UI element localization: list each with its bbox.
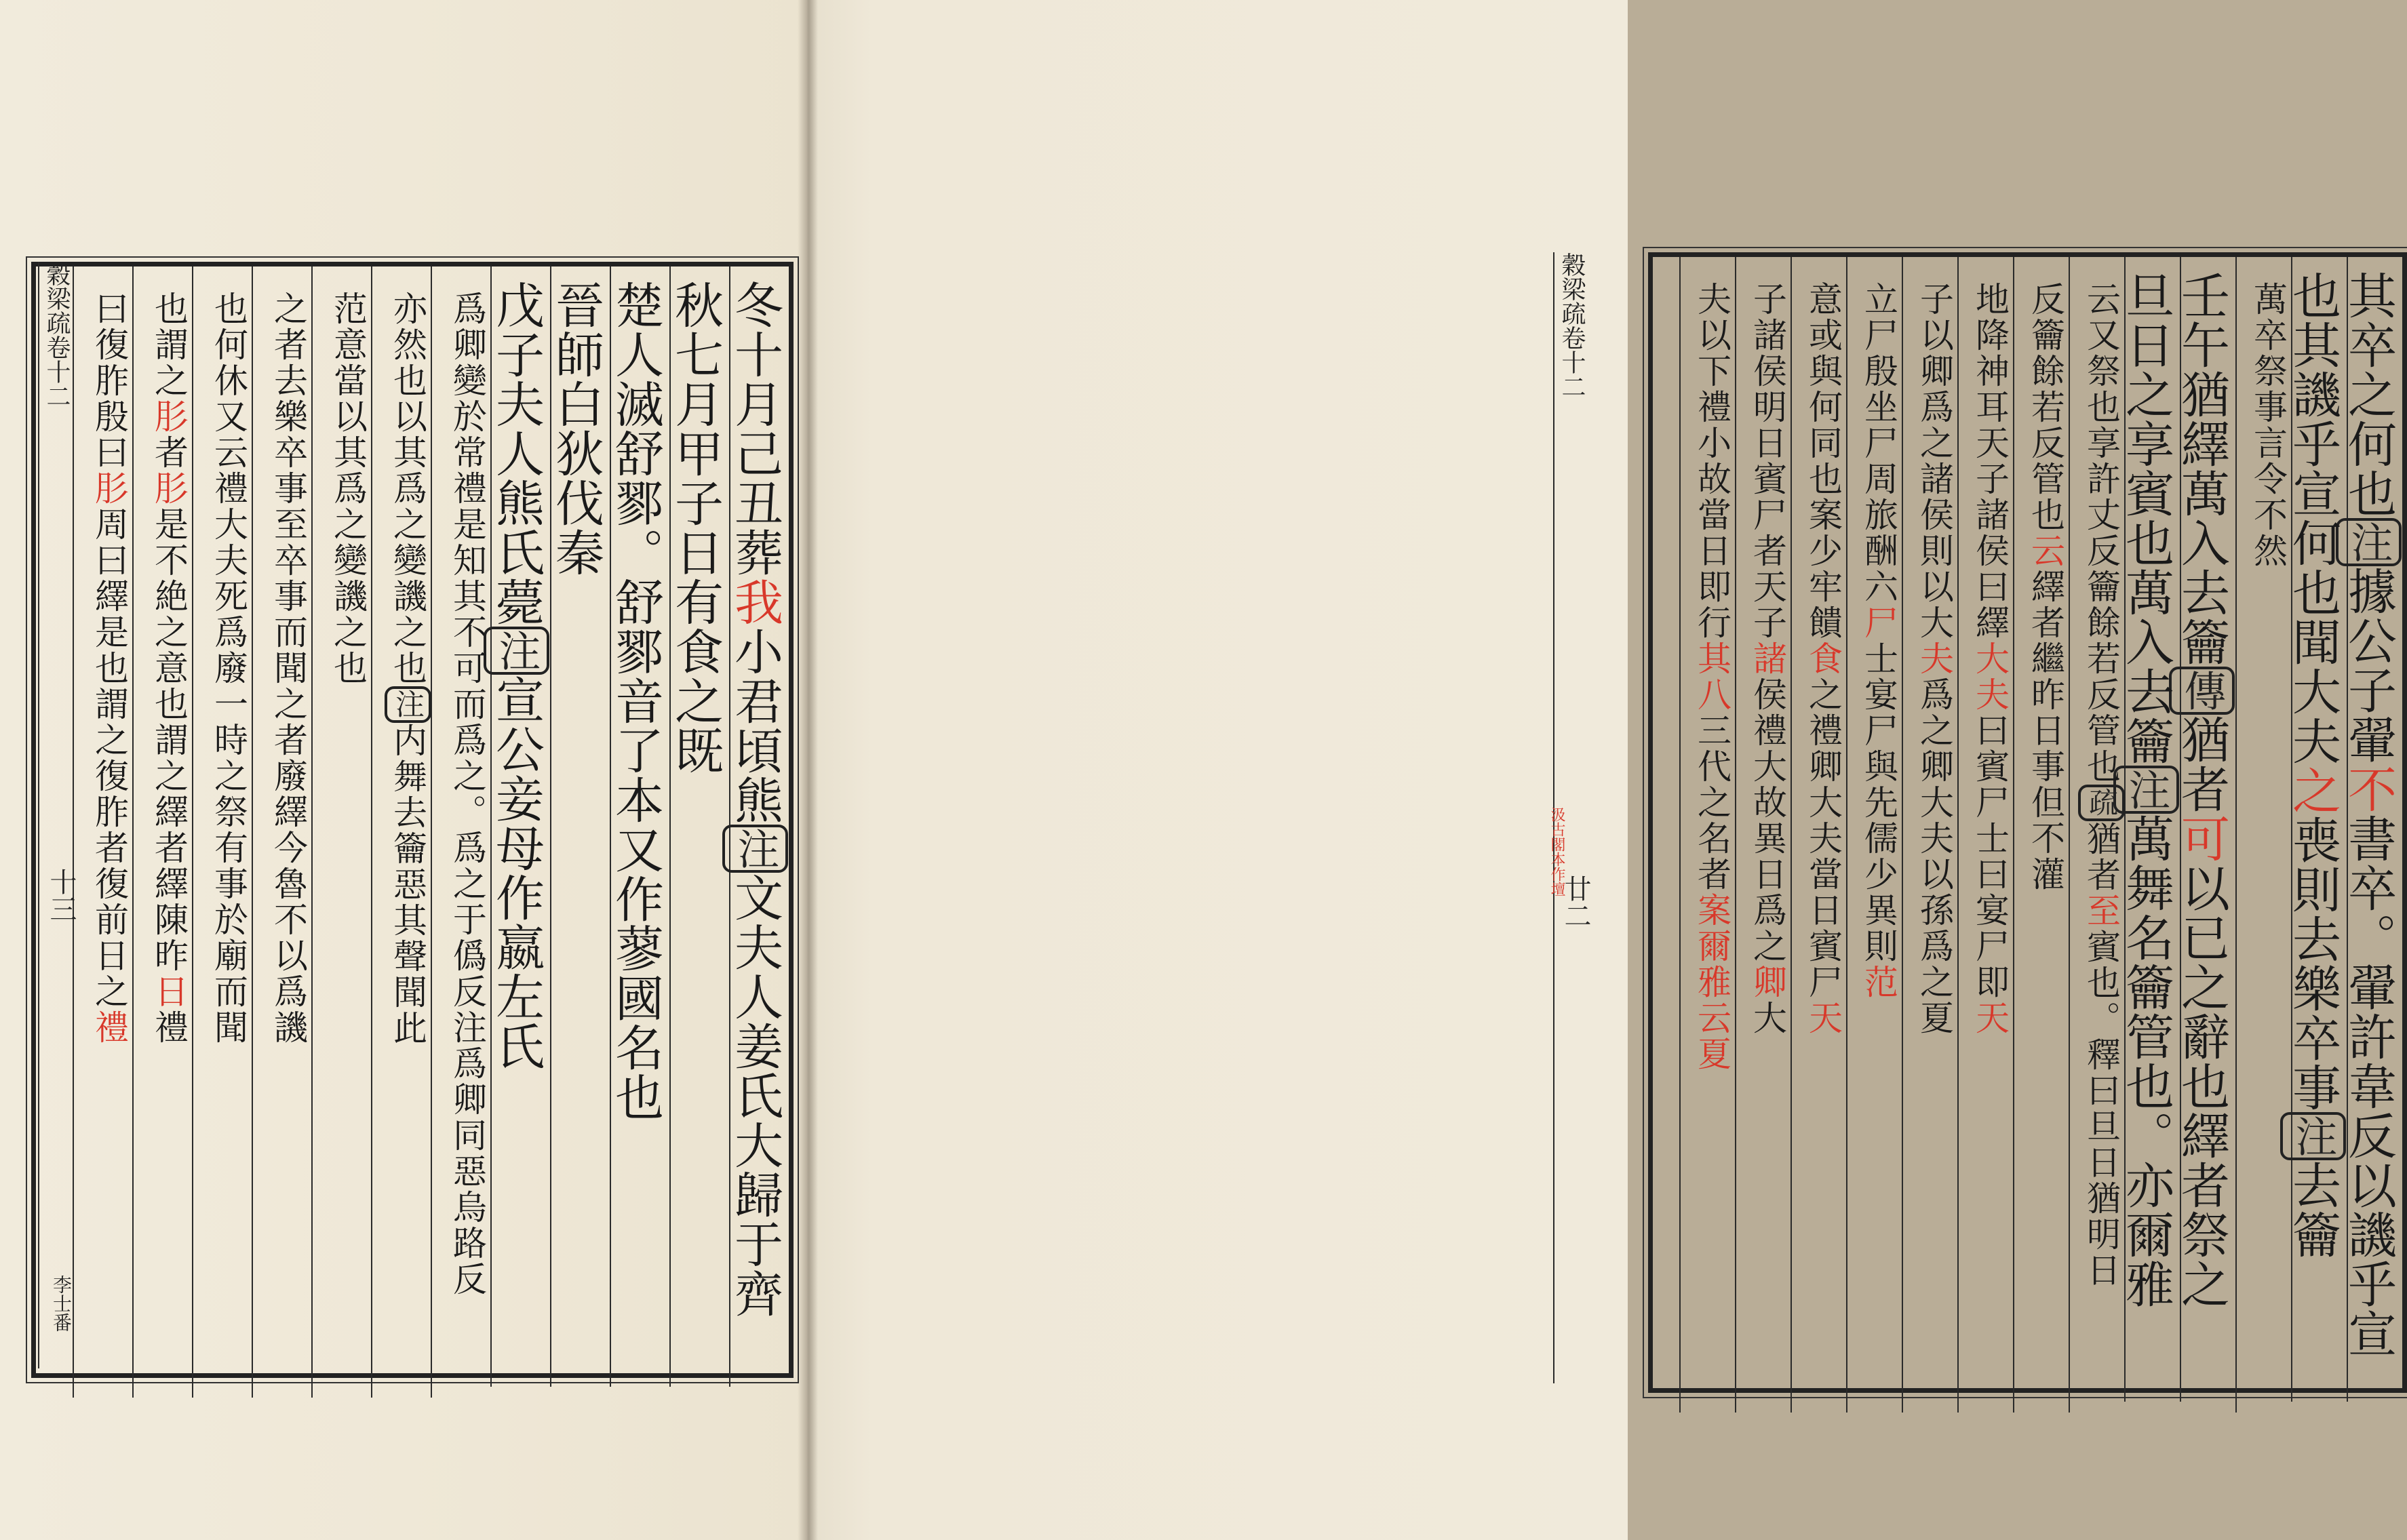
left-column-10 (192, 266, 253, 1398)
left-carver-name: 李士番 (50, 1275, 73, 1332)
text-run: 亦爾雅 (2117, 1160, 2174, 1309)
annotation-marker: 注 (385, 686, 431, 723)
text-run: 曰復胙殷曰 (90, 291, 129, 471)
red-emendation: 夫 (1970, 677, 2010, 713)
red-emendation: 食 (1803, 641, 1843, 677)
left-column-4 (547, 266, 611, 1387)
right-column-4 (2173, 257, 2237, 1402)
text-run: 小君頃熊 (726, 627, 783, 825)
right-column-6 (2069, 257, 2126, 1413)
red-emendation: 肜 (90, 471, 129, 507)
annotation-marker: 疏 (2078, 785, 2125, 821)
right-column-13 (1679, 257, 1736, 1413)
right-column-2 (2284, 257, 2348, 1402)
red-emendation: 日 (149, 974, 189, 1010)
text-run: 周曰繹是也謂之復胙者復前日之 (90, 507, 129, 1010)
text-run: 。 (2117, 1110, 2174, 1160)
right-column-7 (2013, 257, 2070, 1413)
left-column-9 (252, 266, 313, 1398)
red-emendation: 之 (2284, 766, 2341, 815)
right-column-9 (1902, 257, 1959, 1413)
left-page (0, 0, 807, 1540)
text-run: 。 (448, 794, 487, 830)
text-run: 據公子翬 (2340, 566, 2397, 764)
red-emendation: 天 (1970, 1000, 2010, 1036)
left-column-3 (607, 266, 671, 1387)
left-column-7 (371, 266, 432, 1398)
text-run: 也其譏乎宣何也聞大夫 (2284, 271, 2341, 766)
left-column-8 (311, 266, 372, 1398)
text-run: 猶者 (2173, 714, 2230, 814)
red-emendation: 我 (726, 577, 783, 627)
right-text-frame (1648, 252, 2407, 1393)
pencil-note: 汲古閣本作壇 (1548, 807, 1565, 896)
text-run: 晉師白狄伐秦 (547, 280, 604, 577)
text-run: 書卒 (2340, 813, 2397, 913)
text-run: 之禮卿大夫當日賓尸 (1803, 677, 1843, 1000)
right-margin-title: 穀梁疏卷十二 (1553, 252, 1589, 1383)
annotation-marker: 傳 (2169, 667, 2235, 715)
right-page (807, 0, 2397, 1540)
left-column-1 (726, 266, 790, 1387)
red-emendation: 肜 (149, 471, 189, 507)
red-emendation: 肜 (149, 399, 189, 435)
red-emendation: 尸 (1859, 605, 1898, 641)
text-run: 爲之于僞反注爲卿同惡烏路反 (448, 830, 487, 1297)
text-run: 士宴尸與先儒少異則 (1859, 641, 1898, 964)
text-run: 翬許韋反以譏乎宣 (2340, 962, 2397, 1358)
text-run: 禮 (149, 1010, 189, 1046)
annotation-marker: 注 (2113, 766, 2179, 814)
text-run: 喪則去樂卒事 (2284, 815, 2341, 1112)
text-run: 其卒之何也 (2340, 271, 2397, 518)
red-emendation: 天 (1803, 1000, 1843, 1036)
text-run: 子以卿爲之諸侯則以大 (1915, 281, 1954, 641)
book-gutter (798, 0, 818, 1540)
text-run: 意或與何同也案少牢饋 (1803, 281, 1843, 641)
right-column-10 (1846, 257, 1903, 1413)
red-emendation: 案爾雅云夏 (1692, 892, 1731, 1072)
text-run: 之者去樂卒事至卒事而聞之者廢繹今魯不以爲譏 (269, 291, 308, 1046)
text-run: 旦日之享賓也萬入去籥 (2117, 271, 2174, 766)
left-margin-title: 穀梁疏卷十二 (38, 262, 74, 1368)
text-run: 萬卒祭事言令不然 (2248, 281, 2288, 569)
text-run: 舒鄝音了本又作蓼國名也 (607, 577, 664, 1122)
text-run: 楚人滅舒鄝 (607, 280, 664, 528)
right-column-5 (2117, 257, 2181, 1402)
text-run: 是不絶之意也謂之繹者繹陳昨 (149, 507, 189, 974)
red-emendation: 其八 (1692, 641, 1731, 713)
right-column-12 (1735, 257, 1792, 1413)
text-run: 三代之名者 (1692, 713, 1731, 892)
annotation-marker: 注 (722, 825, 788, 873)
left-column-6 (431, 266, 492, 1398)
text-run: 去籥 (2284, 1160, 2341, 1259)
right-leaf-number: 廿二 (1560, 875, 1591, 929)
red-emendation: 大 (1970, 641, 2010, 677)
red-emendation: 云 (2026, 533, 2065, 569)
text-run: 以其爲之變譏之也 (328, 399, 368, 686)
text-run: 。 (607, 528, 664, 577)
text-run: 反籥餘若反管也 (2026, 281, 2065, 533)
text-run: 范意當 (328, 291, 368, 399)
text-run: 曰賓尸士曰宴尸即 (1970, 713, 2010, 1000)
text-run: 夫以下禮小故當日即行 (1692, 281, 1731, 641)
text-run: 以其爲之變譏之也 (388, 399, 427, 686)
text-run: 云又祭也享許丈反籥餘若反管也 (2081, 281, 2121, 785)
text-run: 文夫人姜氏大歸于齊 (726, 872, 783, 1318)
right-column-11 (1790, 257, 1847, 1413)
text-run: 爲之卿大夫以孫爲之夏 (1915, 677, 1954, 1036)
right-column-3 (2235, 257, 2292, 1413)
text-run: 戊子夫人熊氏薨 (488, 280, 545, 627)
text-run: 立尸殷坐尸周旅酬六 (1859, 281, 1898, 605)
left-column-11 (132, 266, 193, 1398)
red-emendation: 卿 (1748, 964, 1787, 1000)
text-run: 猶者 (2081, 821, 2121, 893)
annotation-marker: 注 (2336, 518, 2402, 566)
text-run: 。 (2081, 1001, 2121, 1037)
text-run: 以已之辭也繹者祭之 (2173, 863, 2230, 1309)
red-emendation: 至 (2081, 893, 2121, 929)
red-emendation: 可 (2173, 813, 2230, 863)
text-run: 冬十月己丑葬 (726, 280, 783, 577)
text-run: 壬午猶繹萬入去籥 (2173, 271, 2230, 667)
text-run: 侯禮大故異日爲之 (1748, 677, 1787, 964)
red-emendation: 諸 (1748, 641, 1787, 677)
left-text-frame (31, 262, 794, 1378)
text-run: 萬舞名籥管也 (2117, 813, 2174, 1111)
text-run: 亦然也 (388, 291, 427, 399)
text-run: 爲卿變於常禮是知其不可而爲之 (448, 291, 487, 794)
right-column-1 (2340, 257, 2404, 1402)
text-run: 宣公妾母作嬴左氏 (488, 674, 545, 1071)
left-column-12 (73, 266, 134, 1398)
left-column-5 (490, 266, 551, 1387)
left-column-2 (669, 266, 730, 1387)
annotation-marker: 注 (484, 627, 549, 675)
text-run: 賓也 (2081, 929, 2121, 1001)
text-run: 。 (2340, 912, 2397, 962)
text-run: 内舞去籥惡其聲聞此 (388, 723, 427, 1046)
text-run: 大 (1748, 1000, 1787, 1036)
annotation-marker: 注 (2280, 1112, 2346, 1160)
red-emendation: 禮 (90, 1010, 129, 1046)
text-run: 也謂之 (149, 291, 189, 399)
red-emendation: 夫 (1915, 641, 1954, 677)
text-run: 秋七月甲子日有食之既 (667, 280, 724, 775)
red-emendation: 范 (1859, 964, 1898, 1000)
red-emendation: 不 (2340, 764, 2397, 814)
left-leaf-number: 十三 (45, 868, 77, 922)
text-run: 子諸侯明日賓尸者天子 (1748, 281, 1787, 641)
text-run: 地降神耳天子諸侯曰繹 (1970, 281, 2010, 641)
text-run: 釋曰旦日猶明日 (2081, 1037, 2121, 1288)
text-run: 繹者繼昨日事但不灌 (2026, 569, 2065, 892)
text-run: 者 (149, 435, 189, 471)
right-column-8 (1957, 257, 2014, 1413)
text-run: 也何休又云禮大夫死爲廢一時之祭有事於廟而聞 (209, 291, 248, 1046)
